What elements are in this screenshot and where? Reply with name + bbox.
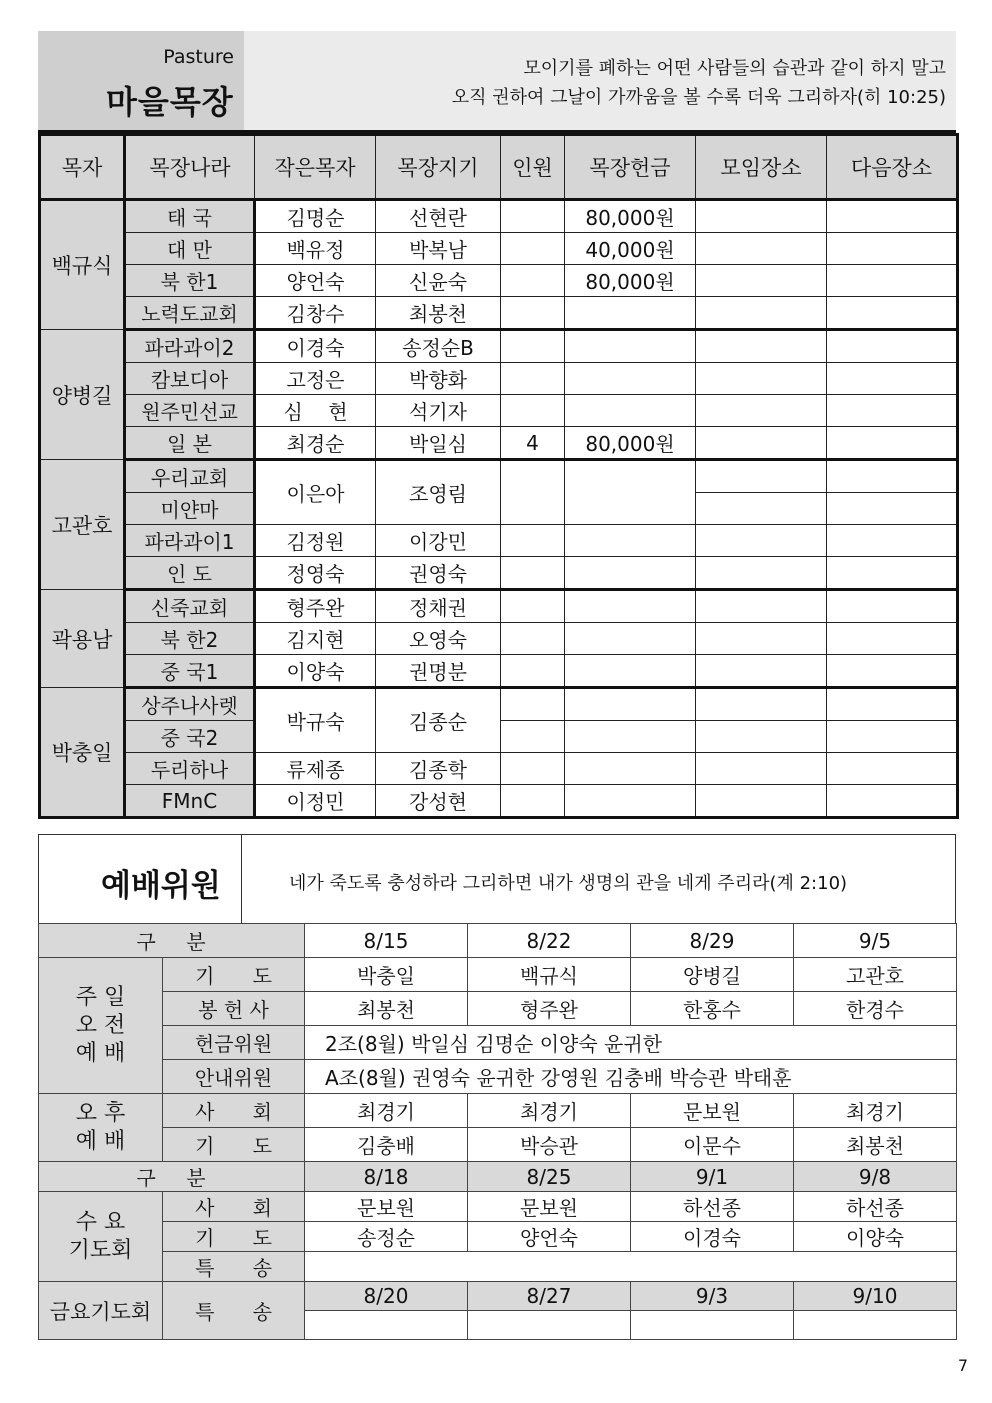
keeper-cell: 오영숙 bbox=[376, 623, 501, 655]
sunday-service-label: 주 일 오 전 예 배 bbox=[39, 958, 163, 1094]
count-cell bbox=[501, 688, 565, 721]
count-cell bbox=[501, 557, 565, 590]
small-leader-cell: 김창수 bbox=[255, 297, 376, 330]
place-cell bbox=[696, 297, 827, 330]
small-leader-cell: 고정은 bbox=[255, 363, 376, 395]
worship-verse: 네가 죽도록 충성하라 그리하면 내가 생명의 관을 네게 주리라(계 2:10) bbox=[289, 873, 848, 894]
count-cell bbox=[501, 525, 565, 557]
date-cell: 8/29 bbox=[631, 924, 794, 958]
date-cell: 8/22 bbox=[468, 924, 631, 958]
header-cell: 다음장소 bbox=[827, 135, 958, 200]
table-row bbox=[40, 395, 958, 427]
name-cell bbox=[468, 1311, 631, 1340]
leader-cell: 박충일 bbox=[40, 688, 125, 818]
leader-cell: 백규식 bbox=[40, 200, 125, 330]
count-cell bbox=[501, 363, 565, 395]
table-row bbox=[40, 330, 958, 363]
offering-cell bbox=[565, 297, 696, 330]
pasture-table-header bbox=[40, 135, 958, 200]
country-cell: 원주민선교 bbox=[125, 395, 255, 427]
name-cell: 양병길 bbox=[631, 958, 794, 992]
next-place-cell bbox=[827, 427, 958, 460]
country-cell: 대 만 bbox=[125, 233, 255, 265]
place-cell bbox=[696, 623, 827, 655]
keeper-cell: 최봉천 bbox=[376, 297, 501, 330]
small-leader-cell: 박규숙 bbox=[255, 688, 376, 753]
name-cell bbox=[305, 1311, 468, 1340]
name-cell: 이양숙 bbox=[794, 1222, 957, 1252]
page-number: 7 bbox=[957, 1356, 968, 1375]
table-row bbox=[39, 958, 957, 992]
offering-cell bbox=[565, 330, 696, 363]
special-song-cell bbox=[305, 1252, 957, 1282]
name-cell: 문보원 bbox=[468, 1192, 631, 1222]
place-cell bbox=[696, 785, 827, 818]
role-label: 헌금위원 bbox=[163, 1026, 305, 1060]
wednesday-service-label: 수 요 기도회 bbox=[39, 1192, 163, 1282]
keeper-cell: 권영숙 bbox=[376, 557, 501, 590]
table-row bbox=[39, 1094, 957, 1128]
country-cell: 중 국1 bbox=[125, 655, 255, 688]
count-cell bbox=[501, 785, 565, 818]
date-cell: 8/18 bbox=[305, 1162, 468, 1192]
keeper-cell: 송정순B bbox=[376, 330, 501, 363]
table-row bbox=[39, 1192, 957, 1222]
small-leader-cell: 양언숙 bbox=[255, 265, 376, 297]
count-cell bbox=[501, 623, 565, 655]
role-label: 기 도 bbox=[163, 958, 305, 992]
place-cell bbox=[696, 200, 827, 233]
table-row bbox=[40, 525, 958, 557]
table-row bbox=[39, 1282, 957, 1311]
keeper-cell: 석기자 bbox=[376, 395, 501, 427]
name-cell: 고관호 bbox=[794, 958, 957, 992]
role-label: 봉 헌 사 bbox=[163, 992, 305, 1026]
name-cell: 박승관 bbox=[468, 1128, 631, 1162]
worship-header bbox=[38, 834, 956, 924]
place-cell bbox=[696, 525, 827, 557]
table-row bbox=[40, 623, 958, 655]
keeper-cell: 강성현 bbox=[376, 785, 501, 818]
country-cell: 북 한2 bbox=[125, 623, 255, 655]
place-cell bbox=[696, 460, 827, 493]
table-row bbox=[40, 265, 958, 297]
small-leader-cell: 김지현 bbox=[255, 623, 376, 655]
date-cell: 9/3 bbox=[631, 1282, 794, 1311]
count-cell bbox=[501, 655, 565, 688]
pasture-title-box bbox=[38, 31, 244, 130]
next-place-cell bbox=[827, 493, 958, 525]
country-cell: 상주나사렛 bbox=[125, 688, 255, 721]
role-label: 사 회 bbox=[163, 1094, 305, 1128]
pasture-table bbox=[38, 133, 959, 819]
next-place-cell bbox=[827, 363, 958, 395]
header-cell: 작은목자 bbox=[255, 135, 376, 200]
header-cell: 목장헌금 bbox=[565, 135, 696, 200]
country-cell: 중 국2 bbox=[125, 721, 255, 753]
worship-table bbox=[38, 923, 957, 1340]
division-label: 구 분 bbox=[39, 1162, 305, 1192]
place-cell bbox=[696, 363, 827, 395]
date-cell: 8/27 bbox=[468, 1282, 631, 1311]
pasture-title-en: Pasture bbox=[163, 46, 234, 68]
country-cell: 노력도교회 bbox=[125, 297, 255, 330]
keeper-cell: 박일심 bbox=[376, 427, 501, 460]
keeper-cell: 권명분 bbox=[376, 655, 501, 688]
next-place-cell bbox=[827, 200, 958, 233]
country-cell: 신죽교회 bbox=[125, 590, 255, 623]
division-label: 구 분 bbox=[39, 924, 305, 958]
date-cell: 9/8 bbox=[794, 1162, 957, 1192]
small-leader-cell: 이경숙 bbox=[255, 330, 376, 363]
table-row bbox=[39, 1222, 957, 1252]
place-cell bbox=[696, 655, 827, 688]
offering-cell bbox=[565, 460, 696, 525]
keeper-cell: 김종학 bbox=[376, 753, 501, 785]
role-label: 특 송 bbox=[163, 1252, 305, 1282]
table-row bbox=[39, 1060, 957, 1094]
table-row bbox=[39, 992, 957, 1026]
offering-cell: 80,000원 bbox=[565, 427, 696, 460]
next-place-cell bbox=[827, 753, 958, 785]
table-row bbox=[40, 688, 958, 721]
country-cell: 미얀마 bbox=[125, 493, 255, 525]
next-place-cell bbox=[827, 297, 958, 330]
small-leader-cell: 형주완 bbox=[255, 590, 376, 623]
keeper-cell: 김종순 bbox=[376, 688, 501, 753]
offering-cell bbox=[565, 721, 696, 753]
small-leader-cell: 정영숙 bbox=[255, 557, 376, 590]
date-cell: 8/25 bbox=[468, 1162, 631, 1192]
leader-cell: 양병길 bbox=[40, 330, 125, 460]
table-row bbox=[40, 200, 958, 233]
small-leader-cell: 이은아 bbox=[255, 460, 376, 525]
offering-committee: 2조(8월) 박일심 김명순 이양숙 윤귀한 bbox=[305, 1026, 957, 1060]
count-cell bbox=[501, 753, 565, 785]
next-place-cell bbox=[827, 233, 958, 265]
leader-cell: 곽용남 bbox=[40, 590, 125, 688]
table-row bbox=[39, 1128, 957, 1162]
name-cell: 박충일 bbox=[305, 958, 468, 992]
next-place-cell bbox=[827, 655, 958, 688]
small-leader-cell: 심 현 bbox=[255, 395, 376, 427]
header-cell: 목자 bbox=[40, 135, 125, 200]
country-cell: 파라과이2 bbox=[125, 330, 255, 363]
offering-cell bbox=[565, 655, 696, 688]
place-cell bbox=[696, 688, 827, 721]
country-cell: 인 도 bbox=[125, 557, 255, 590]
name-cell: 문보원 bbox=[305, 1192, 468, 1222]
pasture-header bbox=[38, 31, 956, 130]
name-cell: 송정순 bbox=[305, 1222, 468, 1252]
place-cell bbox=[696, 493, 827, 525]
table-row bbox=[40, 753, 958, 785]
table-row bbox=[39, 1162, 957, 1192]
table-row bbox=[40, 590, 958, 623]
offering-cell bbox=[565, 590, 696, 623]
place-cell bbox=[696, 753, 827, 785]
table-row bbox=[40, 233, 958, 265]
offering-cell bbox=[565, 785, 696, 818]
country-cell: 일 본 bbox=[125, 427, 255, 460]
name-cell: 이경숙 bbox=[631, 1222, 794, 1252]
name-cell: 한홍수 bbox=[631, 992, 794, 1026]
table-row bbox=[40, 363, 958, 395]
next-place-cell bbox=[827, 460, 958, 493]
small-leader-cell: 백유정 bbox=[255, 233, 376, 265]
afternoon-service-label: 오 후 예 배 bbox=[39, 1094, 163, 1162]
count-cell: 4 bbox=[501, 427, 565, 460]
small-leader-cell: 최경순 bbox=[255, 427, 376, 460]
keeper-cell: 이강민 bbox=[376, 525, 501, 557]
small-leader-cell: 이정민 bbox=[255, 785, 376, 818]
table-row bbox=[39, 1252, 957, 1282]
offering-cell bbox=[565, 557, 696, 590]
offering-cell: 40,000원 bbox=[565, 233, 696, 265]
role-label: 안내위원 bbox=[163, 1060, 305, 1094]
worship-title: 예배위원 bbox=[101, 868, 221, 904]
date-cell: 8/20 bbox=[305, 1282, 468, 1311]
next-place-cell bbox=[827, 330, 958, 363]
small-leader-cell: 류제종 bbox=[255, 753, 376, 785]
date-cell: 9/1 bbox=[631, 1162, 794, 1192]
next-place-cell bbox=[827, 590, 958, 623]
leader-cell: 고관호 bbox=[40, 460, 125, 590]
count-cell bbox=[501, 200, 565, 233]
count-cell bbox=[501, 460, 565, 525]
place-cell bbox=[696, 233, 827, 265]
date-cell: 9/5 bbox=[794, 924, 957, 958]
small-leader-cell: 김정원 bbox=[255, 525, 376, 557]
role-label: 특 송 bbox=[163, 1282, 305, 1340]
next-place-cell bbox=[827, 688, 958, 721]
country-cell: 북 한1 bbox=[125, 265, 255, 297]
name-cell: 최경기 bbox=[468, 1094, 631, 1128]
keeper-cell: 박향화 bbox=[376, 363, 501, 395]
small-leader-cell: 김명순 bbox=[255, 200, 376, 233]
place-cell bbox=[696, 590, 827, 623]
next-place-cell bbox=[827, 785, 958, 818]
name-cell bbox=[794, 1311, 957, 1340]
table-row bbox=[39, 924, 957, 958]
keeper-cell: 박복남 bbox=[376, 233, 501, 265]
count-cell bbox=[501, 233, 565, 265]
name-cell: 하선종 bbox=[794, 1192, 957, 1222]
next-place-cell bbox=[827, 265, 958, 297]
offering-cell: 80,000원 bbox=[565, 200, 696, 233]
count-cell bbox=[501, 330, 565, 363]
country-cell: 두리하나 bbox=[125, 753, 255, 785]
place-cell bbox=[696, 395, 827, 427]
next-place-cell bbox=[827, 623, 958, 655]
name-cell: 양언숙 bbox=[468, 1222, 631, 1252]
offering-cell bbox=[565, 363, 696, 395]
friday-service-label: 금요기도회 bbox=[39, 1282, 163, 1340]
pasture-title-ko: 마을목장 bbox=[106, 83, 234, 121]
offering-cell bbox=[565, 525, 696, 557]
next-place-cell bbox=[827, 557, 958, 590]
country-cell: FMnC bbox=[125, 785, 255, 818]
count-cell bbox=[501, 297, 565, 330]
next-place-cell bbox=[827, 395, 958, 427]
place-cell bbox=[696, 557, 827, 590]
count-cell bbox=[501, 395, 565, 427]
offering-cell: 80,000원 bbox=[565, 265, 696, 297]
name-cell: 이문수 bbox=[631, 1128, 794, 1162]
ushers: A조(8월) 권영숙 윤귀한 강영원 김충배 박승관 박태훈 bbox=[305, 1060, 957, 1094]
header-cell: 인원 bbox=[501, 135, 565, 200]
offering-cell bbox=[565, 688, 696, 721]
table-row bbox=[40, 557, 958, 590]
country-cell: 태 국 bbox=[125, 200, 255, 233]
header-cell: 목장지기 bbox=[376, 135, 501, 200]
keeper-cell: 조영림 bbox=[376, 460, 501, 525]
pasture-verse-line2: 오직 권하여 그날이 가까움을 볼 수록 더욱 그리하자(히 10:25) bbox=[451, 87, 946, 108]
table-row bbox=[40, 460, 958, 493]
header-cell: 목장나라 bbox=[125, 135, 255, 200]
keeper-cell: 신윤숙 bbox=[376, 265, 501, 297]
country-cell: 파라과이1 bbox=[125, 525, 255, 557]
keeper-cell: 선현란 bbox=[376, 200, 501, 233]
place-cell bbox=[696, 265, 827, 297]
country-cell: 캄보디아 bbox=[125, 363, 255, 395]
name-cell: 최봉천 bbox=[305, 992, 468, 1026]
pasture-verse-line1: 모이기를 폐하는 어떤 사람들의 습관과 같이 하지 말고 bbox=[523, 58, 946, 79]
place-cell bbox=[696, 330, 827, 363]
count-cell bbox=[501, 590, 565, 623]
name-cell: 형주완 bbox=[468, 992, 631, 1026]
offering-cell bbox=[565, 395, 696, 427]
header-cell: 모임장소 bbox=[696, 135, 827, 200]
keeper-cell: 정채권 bbox=[376, 590, 501, 623]
role-label: 기 도 bbox=[163, 1128, 305, 1162]
offering-cell bbox=[565, 753, 696, 785]
count-cell bbox=[501, 265, 565, 297]
name-cell: 최경기 bbox=[794, 1094, 957, 1128]
role-label: 기 도 bbox=[163, 1222, 305, 1252]
table-row bbox=[40, 427, 958, 460]
date-cell: 8/15 bbox=[305, 924, 468, 958]
offering-cell bbox=[565, 623, 696, 655]
name-cell: 김충배 bbox=[305, 1128, 468, 1162]
worship-title-box bbox=[39, 835, 242, 923]
place-cell bbox=[696, 427, 827, 460]
next-place-cell bbox=[827, 525, 958, 557]
place-cell bbox=[696, 721, 827, 753]
name-cell: 최봉천 bbox=[794, 1128, 957, 1162]
small-leader-cell: 이양숙 bbox=[255, 655, 376, 688]
table-row bbox=[40, 785, 958, 818]
name-cell: 문보원 bbox=[631, 1094, 794, 1128]
name-cell: 최경기 bbox=[305, 1094, 468, 1128]
table-row bbox=[40, 655, 958, 688]
count-cell bbox=[501, 721, 565, 753]
name-cell bbox=[631, 1311, 794, 1340]
name-cell: 백규식 bbox=[468, 958, 631, 992]
date-cell: 9/10 bbox=[794, 1282, 957, 1311]
country-cell: 우리교회 bbox=[125, 460, 255, 493]
table-row bbox=[39, 1026, 957, 1060]
role-label: 사 회 bbox=[163, 1192, 305, 1222]
table-row bbox=[40, 297, 958, 330]
name-cell: 하선종 bbox=[631, 1192, 794, 1222]
name-cell: 한경수 bbox=[794, 992, 957, 1026]
next-place-cell bbox=[827, 721, 958, 753]
